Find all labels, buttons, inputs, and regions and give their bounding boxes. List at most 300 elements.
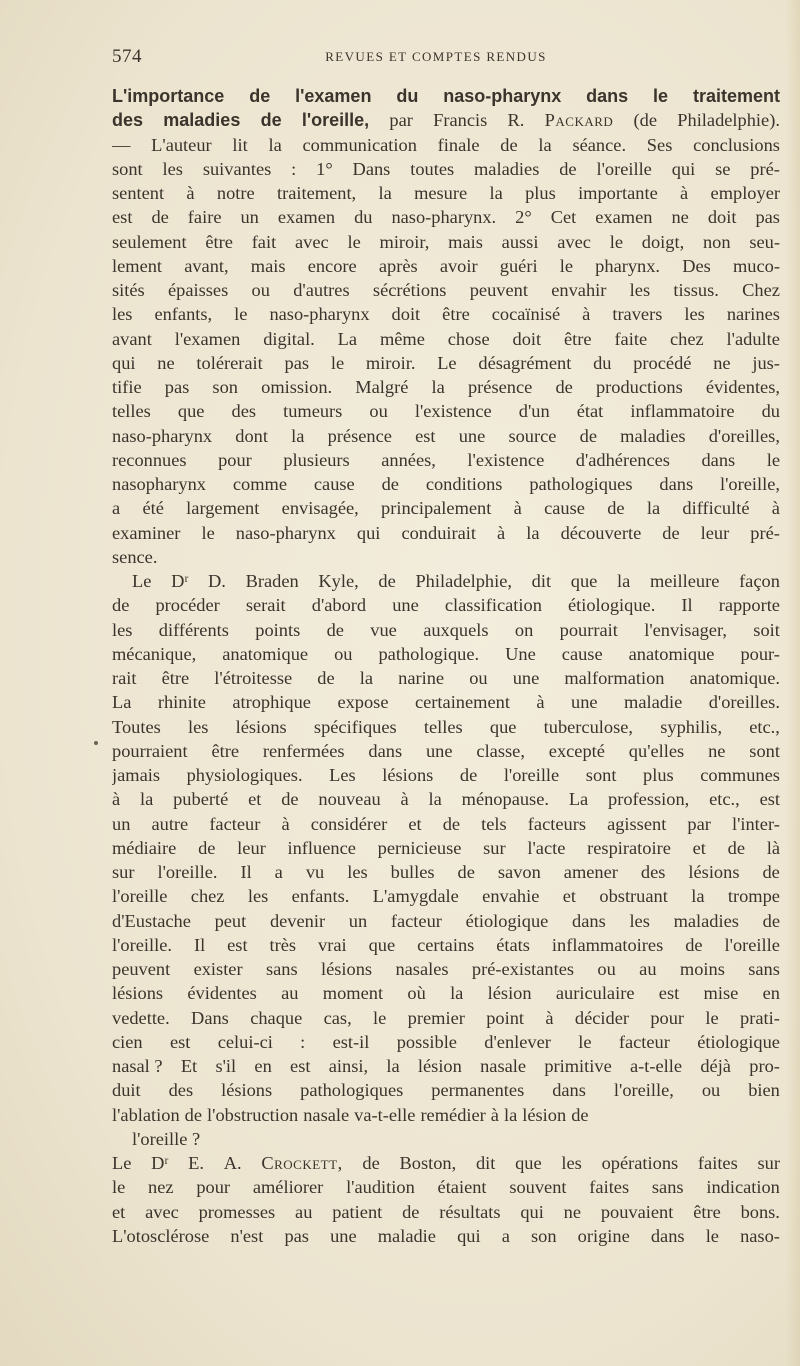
- word: dans: [650, 1225, 685, 1246]
- word: largement: [186, 498, 260, 519]
- word: Une: [505, 643, 536, 664]
- word: bien: [748, 1080, 780, 1101]
- word: (de: [633, 110, 658, 131]
- word: et: [562, 886, 577, 907]
- word: jus-: [752, 352, 780, 373]
- title-word: des: [112, 110, 144, 131]
- word: à: [281, 813, 290, 834]
- text-line: [112, 569, 780, 593]
- word: enfants,: [154, 304, 213, 325]
- word: ou: [701, 1080, 721, 1101]
- word: une: [512, 668, 540, 688]
- word: d'oreilles,: [708, 425, 780, 446]
- word: les: [561, 1153, 582, 1173]
- title-word: L'importance: [112, 86, 225, 106]
- word: naso-: [740, 1225, 780, 1246]
- word: sans: [748, 959, 780, 979]
- word: de: [362, 1153, 380, 1173]
- word: sont: [112, 158, 143, 179]
- page-edge-shadow: [786, 0, 800, 1366]
- text-line: [112, 254, 780, 278]
- word: D.: [208, 571, 226, 591]
- word: pas: [164, 377, 190, 397]
- word: la: [489, 183, 503, 203]
- word: que: [368, 934, 396, 955]
- word: aussi: [501, 231, 539, 252]
- word: possible: [396, 1031, 457, 1052]
- word: pathologiques: [529, 474, 633, 494]
- text-line: [112, 957, 780, 981]
- word: l'obstruction: [207, 1104, 299, 1125]
- word: à: [490, 1104, 499, 1125]
- word: cause: [561, 643, 603, 664]
- word: de: [317, 668, 335, 688]
- word: découverte: [560, 522, 642, 543]
- word: d'autres: [293, 280, 350, 300]
- word: à: [545, 1007, 554, 1028]
- word: déjà: [700, 1056, 731, 1076]
- word: rait: [112, 668, 137, 688]
- word: le: [201, 522, 215, 543]
- word: L'otosclérose: [112, 1225, 210, 1246]
- word: de: [762, 862, 780, 882]
- text-line: [112, 181, 780, 205]
- text-line: [112, 448, 780, 472]
- word: l'envisager,: [644, 619, 727, 640]
- word: d'Eustache: [112, 910, 191, 931]
- text-line: [112, 884, 780, 908]
- word: pas: [284, 1225, 309, 1246]
- word: être: [161, 668, 190, 688]
- word: lésion: [417, 1056, 462, 1076]
- word: on: [514, 619, 534, 640]
- text-line: [112, 327, 780, 351]
- word: Dans: [191, 1007, 229, 1028]
- text-line: [112, 302, 780, 326]
- word: d'oreilles.: [708, 692, 780, 713]
- word: principalement: [381, 498, 492, 519]
- word: dit: [475, 1153, 496, 1173]
- word: l'oreille: [112, 886, 168, 907]
- word: jamais: [112, 765, 161, 785]
- word: Francis: [433, 110, 488, 131]
- word: importante: [578, 183, 658, 203]
- word: des: [168, 1080, 194, 1101]
- word: de: [184, 1104, 203, 1125]
- word: un: [348, 910, 368, 931]
- word: a: [112, 498, 121, 519]
- word: ménopause.: [461, 789, 549, 810]
- word: l'oreille ?: [132, 1128, 201, 1149]
- word: est: [169, 1031, 191, 1052]
- word: tolérerait: [196, 352, 263, 373]
- word: de: [571, 1104, 589, 1125]
- word: différents: [158, 619, 229, 640]
- word: nasales: [395, 959, 449, 979]
- word: :: [291, 158, 297, 179]
- word: toutes: [410, 158, 455, 179]
- word: du: [354, 207, 373, 228]
- word: tumeurs: [283, 401, 343, 422]
- word: origine: [577, 1225, 630, 1246]
- word: étiologique: [697, 1031, 780, 1052]
- word: des: [640, 862, 666, 882]
- word: l'inter-: [731, 813, 780, 834]
- word: vu: [305, 862, 325, 882]
- word: et: [408, 813, 422, 834]
- word: lésions: [221, 1080, 273, 1101]
- word: une: [330, 1225, 357, 1246]
- word: La: [568, 789, 589, 810]
- text-line: [112, 739, 780, 763]
- word: soit: [753, 619, 780, 640]
- word: nez: [148, 1177, 174, 1198]
- word: seu-: [749, 231, 780, 252]
- word: est-il: [332, 1031, 370, 1052]
- word: leur: [700, 522, 730, 543]
- word: etc.,: [749, 716, 780, 737]
- text-line: [112, 1054, 780, 1078]
- word: Philadelphie).: [677, 110, 780, 131]
- word: Il: [240, 862, 252, 882]
- word: L'auteur: [151, 134, 212, 155]
- word: a: [274, 862, 283, 882]
- title-word: dans: [586, 86, 629, 106]
- word: nasale: [480, 1056, 527, 1076]
- word: narines: [726, 304, 780, 325]
- text-line: [112, 84, 780, 108]
- word: Et: [180, 1056, 198, 1076]
- word: de: [579, 425, 597, 446]
- word: de: [151, 207, 169, 228]
- word: lésions: [321, 959, 373, 979]
- word: la: [450, 983, 464, 1004]
- word: les: [347, 862, 368, 882]
- text-line: [112, 909, 780, 933]
- word: plus: [525, 183, 556, 203]
- word: le: [373, 1007, 387, 1028]
- word: permanentes: [431, 1080, 525, 1101]
- word: dont: [235, 425, 268, 446]
- word: et: [112, 1201, 126, 1222]
- word: primitive: [544, 1056, 612, 1076]
- word: Cet: [550, 207, 577, 228]
- word: qui: [356, 522, 381, 543]
- word: cas,: [323, 1007, 352, 1028]
- text-line: [112, 1006, 780, 1030]
- word: avec: [557, 231, 591, 252]
- word: est: [759, 789, 780, 810]
- title-word: du: [396, 86, 419, 106]
- word: à: [513, 498, 522, 519]
- text-line: [112, 1200, 780, 1224]
- margin-mark: [94, 741, 98, 745]
- word: pas: [755, 207, 780, 228]
- word: procéder: [155, 595, 220, 616]
- word: exister: [193, 959, 243, 979]
- word: à: [112, 789, 121, 810]
- word: après: [378, 255, 418, 276]
- word: bulles: [390, 862, 435, 882]
- word: un: [240, 207, 259, 228]
- word: Kyle,: [318, 571, 359, 591]
- word: facteurs: [527, 813, 586, 834]
- word: l'oreille.: [112, 934, 172, 955]
- word: la: [538, 134, 552, 155]
- word: le: [559, 255, 574, 276]
- word: doit: [391, 304, 421, 325]
- text-line: [112, 230, 780, 254]
- word: très: [269, 934, 297, 955]
- word: améliorer: [252, 1177, 324, 1198]
- word: de: [381, 474, 399, 494]
- word: naso-pharynx: [269, 304, 370, 325]
- word: présence: [327, 425, 392, 446]
- word: Packard: [544, 110, 614, 131]
- word: de: [500, 134, 518, 155]
- word: conclusions: [693, 134, 780, 155]
- word: qu'elles: [628, 740, 685, 761]
- word: Le: [437, 352, 457, 373]
- word: évidentes: [187, 983, 257, 1004]
- word: faire: [187, 207, 222, 228]
- word: profession,: [608, 789, 690, 810]
- word: Les: [329, 765, 356, 785]
- word: doigt,: [641, 231, 685, 252]
- word: Dans: [352, 158, 391, 179]
- word: le: [330, 352, 345, 373]
- word: l'oreille.: [157, 862, 218, 882]
- word: qui: [457, 1225, 481, 1246]
- word: de: [112, 595, 130, 616]
- word: sont: [585, 765, 617, 785]
- word: sur: [112, 862, 135, 882]
- word: Ses: [646, 134, 673, 155]
- word: puberté: [173, 789, 229, 810]
- word: des: [231, 401, 257, 422]
- word: guéri: [499, 255, 538, 276]
- word: l'étroitesse: [214, 668, 293, 688]
- word: vedette.: [112, 1007, 170, 1028]
- word: va-t-elle: [354, 1104, 416, 1125]
- text-line: [112, 1103, 780, 1127]
- word: de: [662, 522, 680, 543]
- word: années,: [381, 449, 436, 470]
- word: l'audition: [346, 1177, 415, 1198]
- word: cause: [313, 474, 355, 494]
- word: examen: [595, 207, 653, 228]
- title-word: traitement: [692, 86, 780, 106]
- word: dans: [552, 1080, 586, 1101]
- text-line: [112, 933, 780, 957]
- word: considérer: [310, 813, 388, 834]
- word: en: [254, 1056, 272, 1076]
- word: indication: [706, 1177, 780, 1198]
- word: est: [290, 1056, 311, 1076]
- word: traitement,: [277, 183, 357, 203]
- word: une: [425, 740, 453, 761]
- word: Boston,: [399, 1153, 457, 1173]
- word: dit: [531, 571, 552, 591]
- word: rapporte: [718, 595, 780, 616]
- word: A.: [223, 1153, 242, 1173]
- word: mécanique,: [112, 643, 197, 664]
- word: la: [646, 498, 661, 519]
- word: le: [347, 231, 361, 252]
- word: avec: [294, 231, 329, 252]
- word: procédé: [633, 352, 692, 373]
- word: peuvent: [112, 959, 171, 979]
- word: d'abord: [311, 595, 367, 616]
- word: que: [177, 401, 205, 422]
- word: pour: [196, 1177, 231, 1198]
- word: a-t-elle: [630, 1056, 683, 1076]
- word: de: [727, 837, 745, 858]
- word: naso-pharynx.: [391, 207, 497, 228]
- word: être: [442, 304, 470, 325]
- word: dans: [368, 740, 403, 761]
- word: la: [140, 789, 154, 810]
- word: être: [211, 740, 239, 761]
- word: la: [503, 1104, 518, 1125]
- word: étiologique: [465, 910, 549, 931]
- word: à: [186, 183, 195, 203]
- title-word: l'examen: [295, 86, 372, 106]
- word: E.: [188, 1153, 204, 1173]
- word: cause: [544, 498, 585, 519]
- word: enfants.: [291, 886, 350, 907]
- word: les: [187, 716, 209, 737]
- word: pathologiques: [300, 1080, 404, 1101]
- text-line: [112, 496, 780, 520]
- word: obstruant: [599, 886, 668, 907]
- word: pathologique.: [378, 643, 480, 664]
- text-line: [112, 157, 780, 181]
- word: la: [431, 377, 445, 397]
- word: sentent: [112, 183, 165, 203]
- word: résultats: [439, 1201, 501, 1222]
- word: dans: [659, 474, 694, 494]
- word: amener: [563, 862, 618, 882]
- word: au: [639, 959, 657, 979]
- word: chaque: [250, 1007, 303, 1028]
- word: de: [607, 498, 625, 519]
- word: pourraient: [112, 740, 188, 761]
- word: la: [616, 571, 631, 591]
- word: être: [693, 1201, 721, 1222]
- text-line: [112, 278, 780, 302]
- word: mais: [250, 255, 286, 276]
- word: la: [359, 668, 374, 688]
- word: digital.: [263, 328, 315, 349]
- word: lit: [232, 134, 248, 155]
- word: est: [112, 207, 133, 228]
- word: opérations: [601, 1153, 679, 1173]
- word: atrophique: [232, 692, 311, 713]
- word: peut: [214, 910, 247, 931]
- word: sécrétions: [372, 280, 447, 300]
- word: au: [281, 983, 299, 1004]
- word: l'existence: [414, 401, 492, 422]
- word: serait: [245, 595, 286, 616]
- text-line: [112, 108, 780, 132]
- word: et: [248, 789, 262, 810]
- word: suivantes: [202, 158, 272, 179]
- word: finale: [437, 134, 480, 155]
- word: comme: [232, 474, 287, 494]
- word: ou: [334, 643, 353, 664]
- word: malformation: [564, 668, 665, 688]
- word: pouvaient: [600, 1201, 674, 1222]
- word: anatomique: [222, 643, 309, 664]
- word: désagrément: [478, 352, 572, 373]
- word: bons.: [740, 1201, 780, 1222]
- text-line: [112, 642, 780, 666]
- word: pernicieuse: [377, 837, 462, 858]
- word: les: [684, 304, 705, 325]
- word: maladies: [620, 425, 686, 446]
- word: ou: [469, 668, 488, 688]
- word: celui-ci: [217, 1031, 273, 1052]
- word: conditions: [425, 474, 503, 494]
- word: l'oreille,: [613, 1080, 674, 1101]
- word: le: [766, 449, 780, 470]
- word: pharynx.: [595, 255, 661, 276]
- word: l'existence: [467, 449, 545, 470]
- word: pour: [218, 449, 252, 470]
- word: anatomique: [628, 643, 715, 664]
- word: ne: [713, 352, 731, 373]
- word: l'oreille: [596, 158, 652, 179]
- word: communes: [700, 765, 780, 785]
- word: été: [142, 498, 164, 519]
- word: L'amygdale: [372, 886, 459, 907]
- word: premier: [407, 1007, 465, 1028]
- word: encore: [307, 255, 357, 276]
- word: de: [378, 571, 396, 591]
- word: chez: [669, 328, 704, 349]
- word: Philadelphie,: [415, 571, 512, 591]
- text-line: [112, 521, 780, 545]
- word: lésions: [688, 862, 740, 882]
- word: 2°: [515, 207, 532, 228]
- word: évidentes,: [705, 377, 780, 397]
- text-line: [112, 375, 780, 399]
- word: etc.,: [709, 789, 740, 810]
- word: respiratoire: [587, 837, 671, 858]
- word: du: [593, 352, 612, 373]
- word: ne: [671, 207, 689, 228]
- word: sur: [483, 837, 506, 858]
- word: tels: [481, 813, 507, 834]
- word: la: [378, 183, 392, 203]
- text-line: [112, 1151, 780, 1175]
- word: tifie: [112, 377, 142, 397]
- word: remédier: [420, 1104, 486, 1125]
- word: avoir: [439, 255, 478, 276]
- text-line: [112, 133, 780, 157]
- word: Le: [132, 571, 152, 591]
- word: examen: [277, 207, 336, 228]
- word: que: [570, 571, 598, 591]
- word: s'il: [215, 1056, 237, 1076]
- text-line: [112, 666, 780, 690]
- word: excepté: [548, 740, 605, 761]
- text-line: [112, 715, 780, 739]
- word: être: [205, 231, 233, 252]
- word: naso-pharynx: [112, 425, 213, 446]
- word: pré-existantes: [471, 959, 575, 979]
